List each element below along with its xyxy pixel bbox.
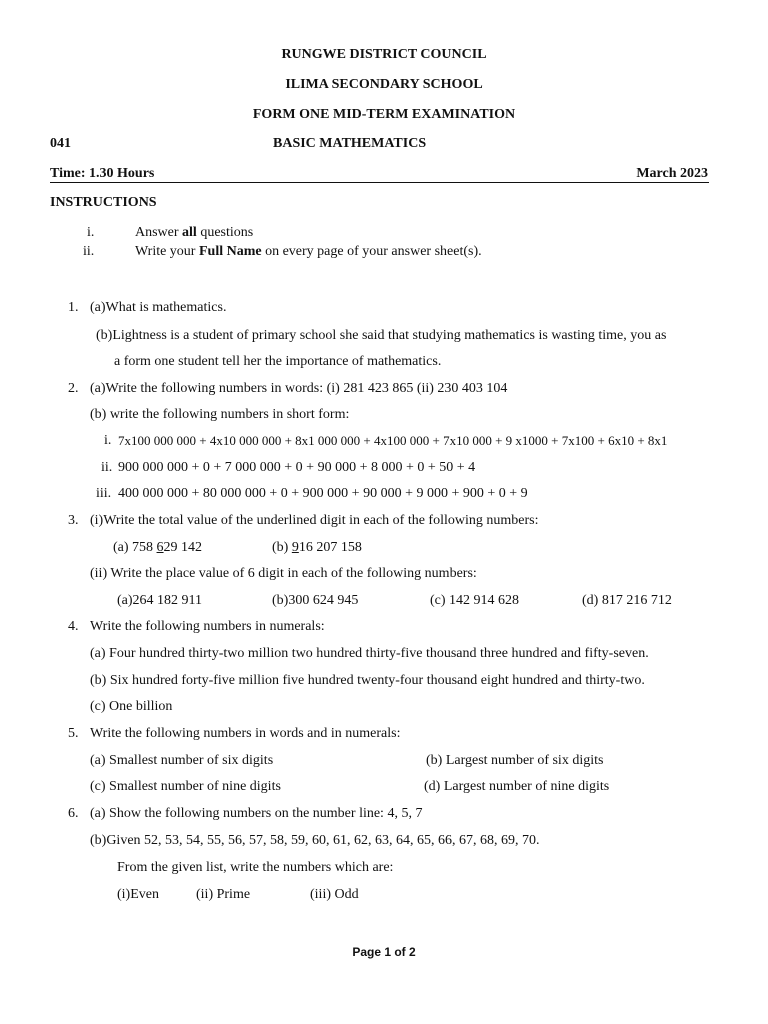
question-text: (b)Given 52, 53, 54, 55, 56, 57, 58, 59, 60, 61, 62, 63, 64, 65, 66, 67, 68, 69, 70. <box>90 833 540 848</box>
school-name: ILIMA SECONDARY SCHOOL <box>285 77 483 92</box>
subject-name: BASIC MATHEMATICS <box>273 136 427 151</box>
exam-date: March 2023 <box>636 166 708 181</box>
question-text: (a) Show the following numbers on the number line: 4, 5, 7 <box>90 806 423 821</box>
question-text: (b) Largest number of six digits <box>426 753 604 768</box>
question-text: (ii) Write the place value of 6 digit in each of the following numbers: <box>90 566 477 581</box>
item-number: ii. <box>101 460 113 475</box>
question-text: From the given list, write the numbers which are: <box>117 860 394 875</box>
question-number: 1. <box>68 300 79 315</box>
item-number: i. <box>104 433 112 448</box>
question-text: (a)What is mathematics. <box>90 300 227 315</box>
answer-option: (iii) Odd <box>310 887 359 902</box>
expanded-number: 7x100 000 000 + 4x10 000 000 + 8x1 000 000 + 4x100 000 + 7x10 000 + 9 x1000 + 7x100 + 6x10 + 8x1 <box>118 433 668 448</box>
question-text: (a) Four hundred thirty-two million two hundred thirty-five thousand three hundred and fifty-seven. <box>90 646 649 661</box>
question-text: (c) Smallest number of nine digits <box>90 779 281 794</box>
question-text: Write the following numbers in numerals: <box>90 619 325 634</box>
number-option: (a)264 182 911 <box>117 593 203 608</box>
question-text: (c) One billion <box>90 699 173 714</box>
instruction-item: Answer all questions <box>135 225 254 240</box>
answer-option: (i)Even <box>117 887 159 902</box>
question-number: 4. <box>68 619 79 634</box>
question-number: 3. <box>68 513 79 528</box>
subject-code: 041 <box>50 136 71 151</box>
expanded-number: 400 000 000 + 80 000 000 + 0 + 900 000 + 90 000 + 9 000 + 900 + 0 + 9 <box>118 486 528 501</box>
instruction-num: i. <box>87 225 95 240</box>
expanded-number: 900 000 000 + 0 + 7 000 000 + 0 + 90 000 + 8 000 + 0 + 50 + 4 <box>118 460 476 475</box>
answer-option: (ii) Prime <box>196 887 251 902</box>
exam-title: FORM ONE MID-TERM EXAMINATION <box>252 107 516 122</box>
number-option: (d) 817 216 712 <box>582 593 672 608</box>
instruction-item: Write your Full Name on every page of your answer sheet(s). <box>135 244 482 259</box>
question-number: 5. <box>68 726 79 741</box>
question-text: (a) Smallest number of six digits <box>90 753 274 768</box>
instruction-num: ii. <box>83 244 95 259</box>
instructions-title: INSTRUCTIONS <box>50 195 157 210</box>
question-number: 2. <box>68 381 79 396</box>
question-text: (b) Six hundred forty-five million five hundred twenty-four thousand eight hundred and thirty-two. <box>90 673 645 688</box>
council-name: RUNGWE DISTRICT COUNCIL <box>281 47 487 62</box>
question-text: (i)Write the total value of the underlined digit in each of the following numbers: <box>90 513 539 528</box>
question-text: (d) Largest number of nine digits <box>424 779 610 794</box>
number-option: (a) 758 629 142 <box>113 540 203 555</box>
question-text: (b) write the following numbers in short form: <box>90 407 350 422</box>
number-option: (c) 142 914 628 <box>430 593 520 608</box>
question-text: (a)Write the following numbers in words: (i) 281 423 865 (ii) 230 403 104 <box>90 381 508 396</box>
item-number: iii. <box>96 486 112 501</box>
number-option: (b) 916 207 158 <box>272 540 362 555</box>
question-text: a form one student tell her the importance of mathematics. <box>114 354 442 369</box>
question-text: Write the following numbers in words and in numerals: <box>90 726 401 741</box>
question-text: (b)Lightness is a student of primary school she said that studying mathematics is wasting time, you as <box>96 328 667 343</box>
question-number: 6. <box>68 806 79 821</box>
exam-time: Time: 1.30 Hours <box>50 166 155 181</box>
number-option: (b)300 624 945 <box>272 593 359 608</box>
page-number: Page 1 of 2 <box>352 945 416 959</box>
header-divider <box>50 182 709 183</box>
